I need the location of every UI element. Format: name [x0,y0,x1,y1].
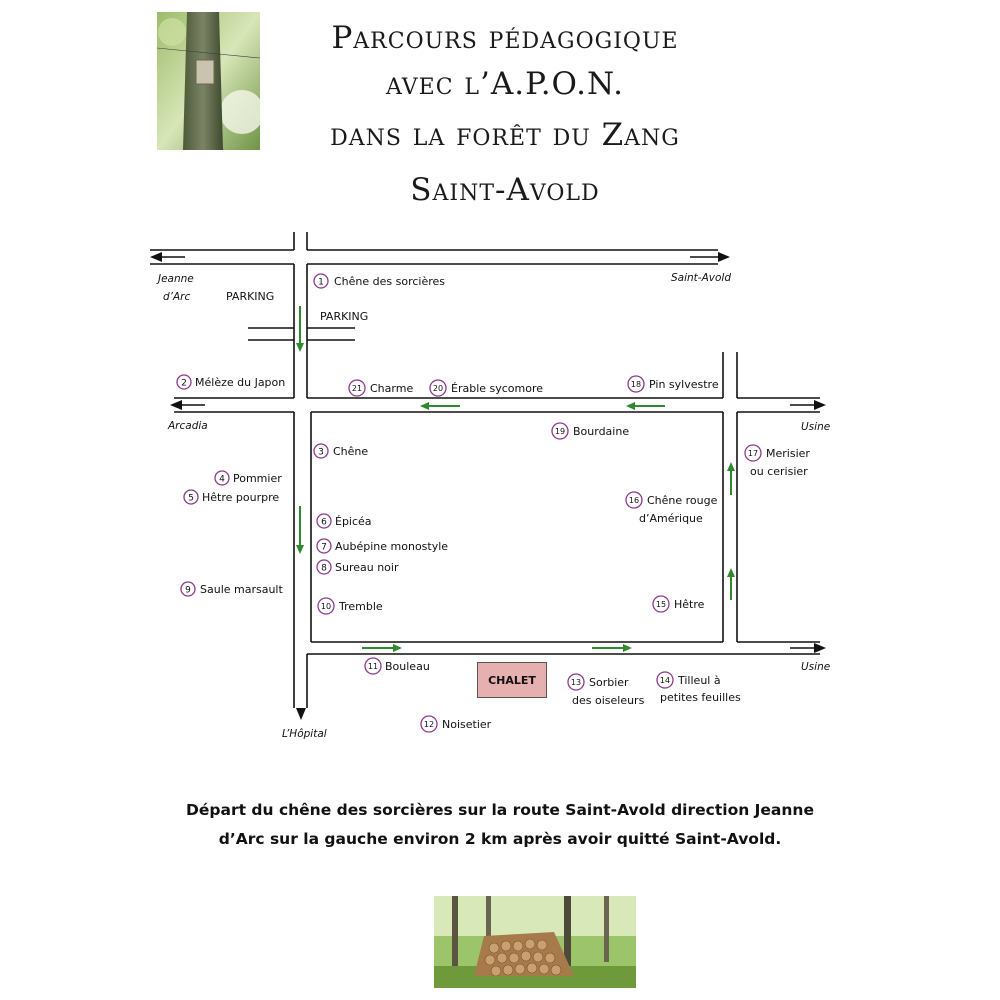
title-line-1: Parcours pédagogique [331,20,679,56]
stop-6 [317,514,372,528]
stop-number: 19 [554,427,566,436]
stop-label: Chêne rouge [647,494,718,507]
stop-9 [181,582,283,596]
stop-16 [626,492,718,525]
stop-label: Hêtre pourpre [202,491,280,504]
stop-number: 20 [432,384,444,393]
direction-saint-avold-label: Saint-Avold [671,272,731,284]
stop-number: 9 [185,585,191,596]
stop-number: 4 [219,474,225,485]
title-line-3: dans la forêt du Zang [330,117,680,153]
stop-number: 15 [655,600,667,609]
caption-line-1: Départ du chêne des sorcières sur la route Saint-Avold direction Jeanne [186,801,814,819]
stop-number: 17 [747,449,759,458]
stop-1 [314,274,445,288]
stop-label: Sorbier [589,676,629,689]
stop-label: Érable sycomore [451,382,544,395]
stop-label: Saule marsault [200,583,283,596]
direction-hopital-label: L’Hôpital [282,728,327,740]
stop-7 [317,539,448,553]
stop-number: 3 [318,447,324,458]
stop-label: Bouleau [385,660,430,673]
stop-label: Chêne des sorcières [334,275,446,288]
stop-number: 21 [351,384,363,393]
stop-13 [568,674,645,707]
direction-jeanne-label-2: d’Arc [163,291,191,303]
stop-label: Bourdaine [573,425,630,438]
stop-20 [430,380,543,396]
stop-19 [552,423,629,439]
stop-number: 16 [628,496,640,505]
stop-number: 10 [320,602,332,611]
stop-number: 5 [188,493,194,504]
stop-label: Merisier [766,447,810,460]
stop-18 [628,376,719,392]
stop-label: Hêtre [674,598,705,611]
title-line-4: Saint-Avold [410,172,600,208]
stop-14 [657,672,741,704]
stop-label-2: petites feuilles [660,691,741,704]
stop-2 [177,375,285,389]
direction-usine-bottom-label: Usine [801,661,831,673]
stop-11 [365,658,430,674]
stop-10 [318,598,383,614]
stop-number: 11 [367,662,379,671]
stop-label: Pin sylvestre [649,378,719,391]
stop-5 [184,490,279,504]
stop-3 [314,444,368,458]
stop-label: Sureau noir [335,561,399,574]
woodpile-photo [434,896,636,988]
stop-label-2: des oiseleurs [572,694,645,707]
stop-label-2: d’Amérique [639,512,703,525]
stop-8 [317,560,399,574]
stop-label: Aubépine monostyle [335,540,449,553]
parking-right-label: PARKING [320,310,369,323]
stop-label: Tremble [339,600,383,613]
stop-number: 14 [659,676,671,685]
stop-number: 18 [630,380,642,389]
stop-number: 1 [318,277,324,288]
stop-21 [349,380,413,396]
caption-line-2: d’Arc sur la gauche environ 2 km après avoir quitté Saint-Avold. [218,830,782,848]
stop-label: Charme [370,382,414,395]
stop-15 [653,596,705,612]
stop-label: Noisetier [442,718,492,731]
stop-17 [745,445,810,478]
stop-label: Mélèze du Japon [195,376,286,389]
stop-label: Pommier [233,472,282,485]
direction-usine-top-label: Usine [801,421,831,433]
stop-4 [215,471,282,485]
direction-arcadia-label: Arcadia [168,420,208,432]
stop-number: 2 [181,378,187,389]
stop-number: 6 [321,517,327,528]
stop-number: 13 [570,678,582,687]
stop-12 [421,716,492,732]
stop-label: Chêne [333,445,369,458]
direction-arrows [150,252,826,720]
stop-number: 8 [321,563,327,574]
direction-jeanne-label: Jeanne [158,273,194,285]
stop-label: Épicéa [335,515,372,528]
stop-label-2: ou cerisier [750,465,808,478]
stop-label: Tilleul à [678,674,721,687]
road-network [150,232,820,708]
parking-left-label: PARKING [226,290,275,303]
chalet-box: CHALET [477,662,547,698]
stop-number: 12 [423,720,435,729]
title-line-2: avec l’A.P.O.N. [385,66,624,102]
stop-number: 7 [321,542,327,553]
